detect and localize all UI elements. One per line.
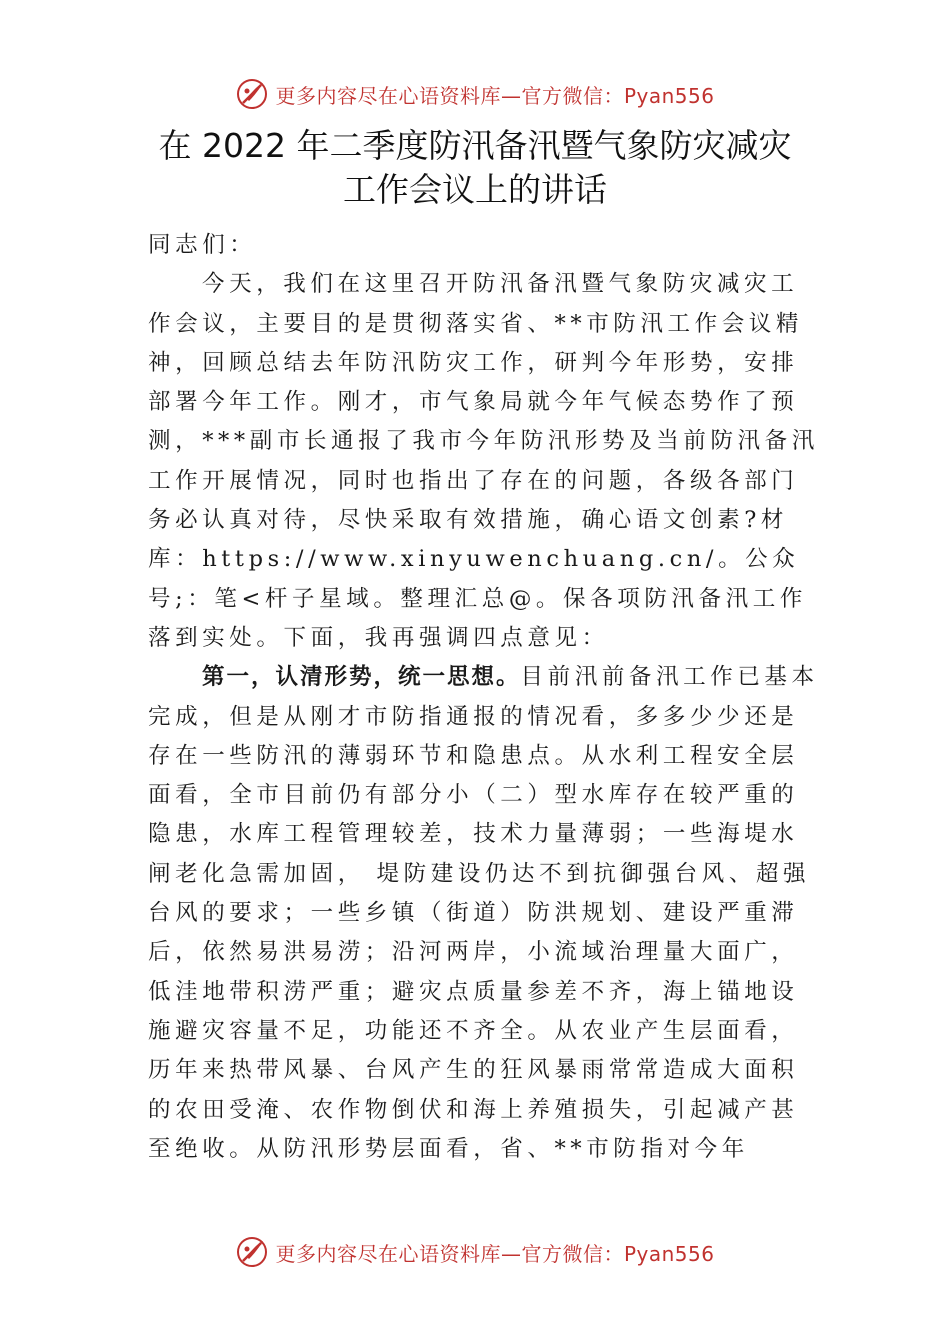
paragraph-lead-heading: 第一，认清形势，统一思想。 [202,664,521,691]
paragraph-first-point [148,658,820,1169]
watermark-banner-bottom [0,1232,950,1272]
title-line-2: 工作会议上的讲话 [343,170,607,209]
paragraph-first-point-text: 目前汛前备汛工作已基本完成，但是从刚才市防指通报的情况看，多多少少还是存在一些防汛的薄弱环节和隐患点。从水利工程安全层面看，全市目前仍有部分小（二）型水库存在较严重的隐患，水库工程管理较差，技术力量薄弱；一些海堤水闸老化急需加固， 堤防建设仍达不到抗御强台风、超强台风的要求；一些乡镇（街道）防洪规划、建设严重滞后，依然易洪易涝；沿河两岸，小流域治理量大面广，低洼地带积涝严重；避灾点质量参差不齐，海上锚地设施避灾容量不足，功能还不齐全。从农业产生层面看，历年来热带风暴、台风产生的狂风暴雨常常造成大面积的农田受淹、农作物倒伏和海上养殖损失，引起减产甚至绝收。从防汛形势层面看，省、**市防指对今年 [148,664,819,1162]
watermark-text: 更多内容尽在心语资料库—官方微信：Pyan556 [275,1241,715,1266]
salutation: 同志们： [148,232,257,258]
quill-logo-icon [235,1235,269,1269]
watermark-banner-top [0,74,950,114]
speech-body [148,226,820,1169]
page-title [0,124,950,212]
quill-logo-icon [235,77,269,111]
paragraph-intro: 今天，我们在这里召开防汛备汛暨气象防灾减灾工作会议，主要目的是贯彻落实省、**市防汛工作会议精神，回顾总结去年防汛防灾工作，研判今年形势，安排部署今年工作。刚才，市气象局就今年气候态势作了预测，***副市长通报了我市今年防汛形势及当前防汛备汛工作开展情况，同时也指出了存在的问题，各级各部门务必认真对待，尽快采取有效措施，确心语文创素?材库：https://www.xinyuwenchuang.cn/。公众号;：笔<杆子星域。整理汇总@。保各项防汛备汛工作落到实处。下面，我再强调四点意见： [148,271,819,651]
watermark-text: 更多内容尽在心语资料库—官方微信：Pyan556 [275,83,715,108]
title-line-1: 在 2022 年二季度防汛备汛暨气象防灾减灾 [158,126,792,165]
